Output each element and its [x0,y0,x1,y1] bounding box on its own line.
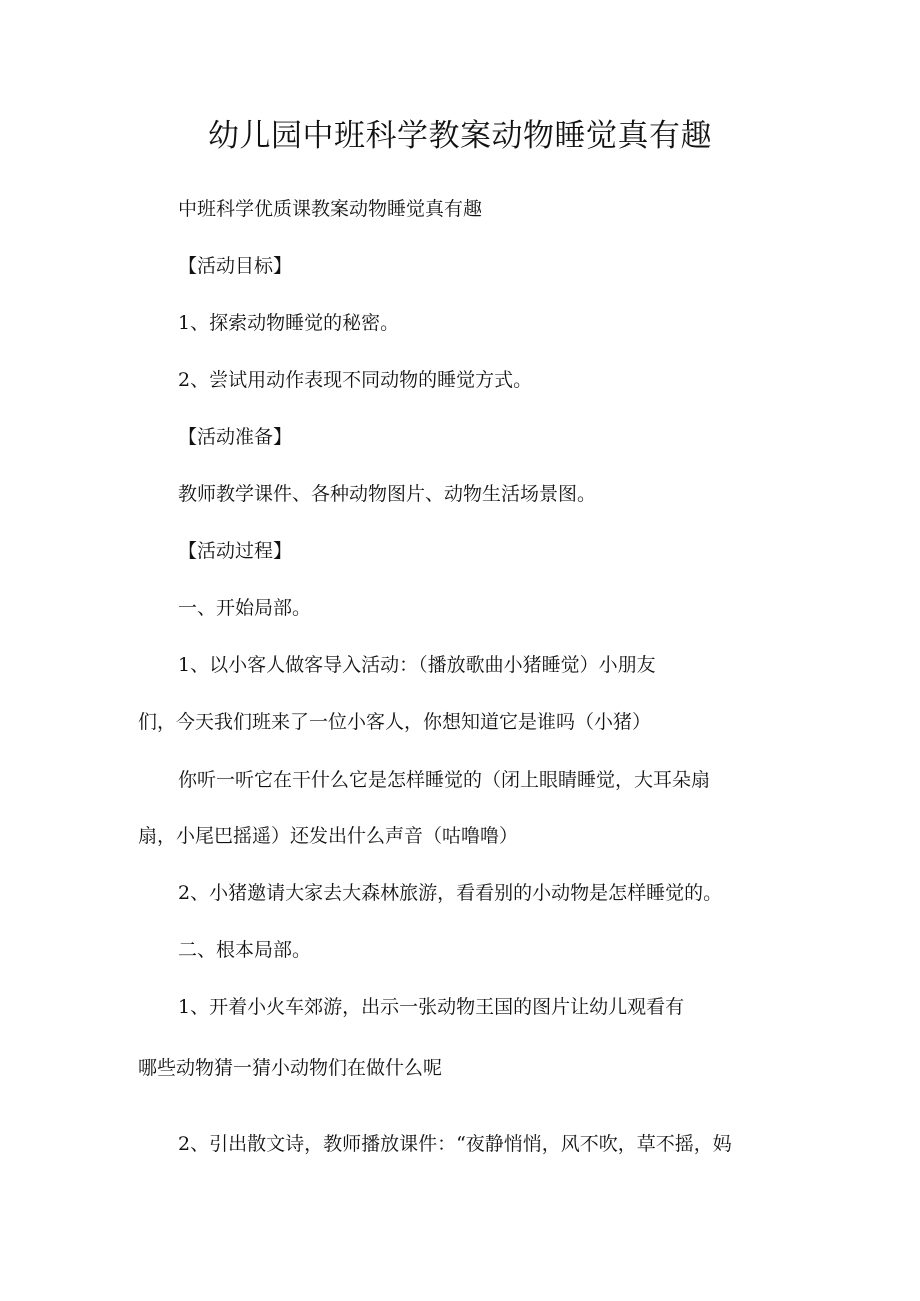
section-heading-goals: 【活动目标】 [178,255,293,277]
page-title: 幼儿园中班科学教案动物睡觉真有趣 [208,118,712,154]
paragraph-line: 1、开着小火车郊游，出示一张动物王国的图片让幼儿观看有 [178,996,685,1018]
paragraph-line: 2、小猪邀请大家去大森林旅游，看看别的小动物是怎样睡觉的。 [178,882,723,904]
goal-item-1: 1、探索动物睡觉的秘密。 [178,312,400,334]
paragraph-line: 你听一听它在干什么它是怎样睡觉的（闭上眼睛睡觉，大耳朵扇 [178,769,711,791]
paragraph-line: 1、以小客人做客导入活动：（播放歌曲小猪睡觉）小朋友 [178,654,656,676]
paragraph-line: 扇，小尾巴摇遥）还发出什么声音（咕噜噜） [138,825,519,847]
section-heading-process: 【活动过程】 [178,540,293,562]
process-part-2-heading: 二、根本局部。 [178,939,312,961]
section-heading-preparation: 【活动准备】 [178,426,293,448]
paragraph-line: 们，今天我们班来了一位小客人，你想知道它是谁吗（小猪） [138,711,652,733]
paragraph-line: 哪些动物猜一猜小动物们在做什么呢 [138,1057,443,1079]
process-part-1-heading: 一、开始局部。 [178,597,312,619]
preparation-text: 教师教学课件、各种动物图片、动物生活场景图。 [178,483,597,505]
paragraph-line: 2、引出散文诗，教师播放课件：“夜静悄悄，风不吹，草不摇，妈 [178,1133,732,1155]
goal-item-2: 2、尝试用动作表现不同动物的睡觉方式。 [178,369,533,391]
subtitle-line: 中班科学优质课教案动物睡觉真有趣 [178,198,483,220]
